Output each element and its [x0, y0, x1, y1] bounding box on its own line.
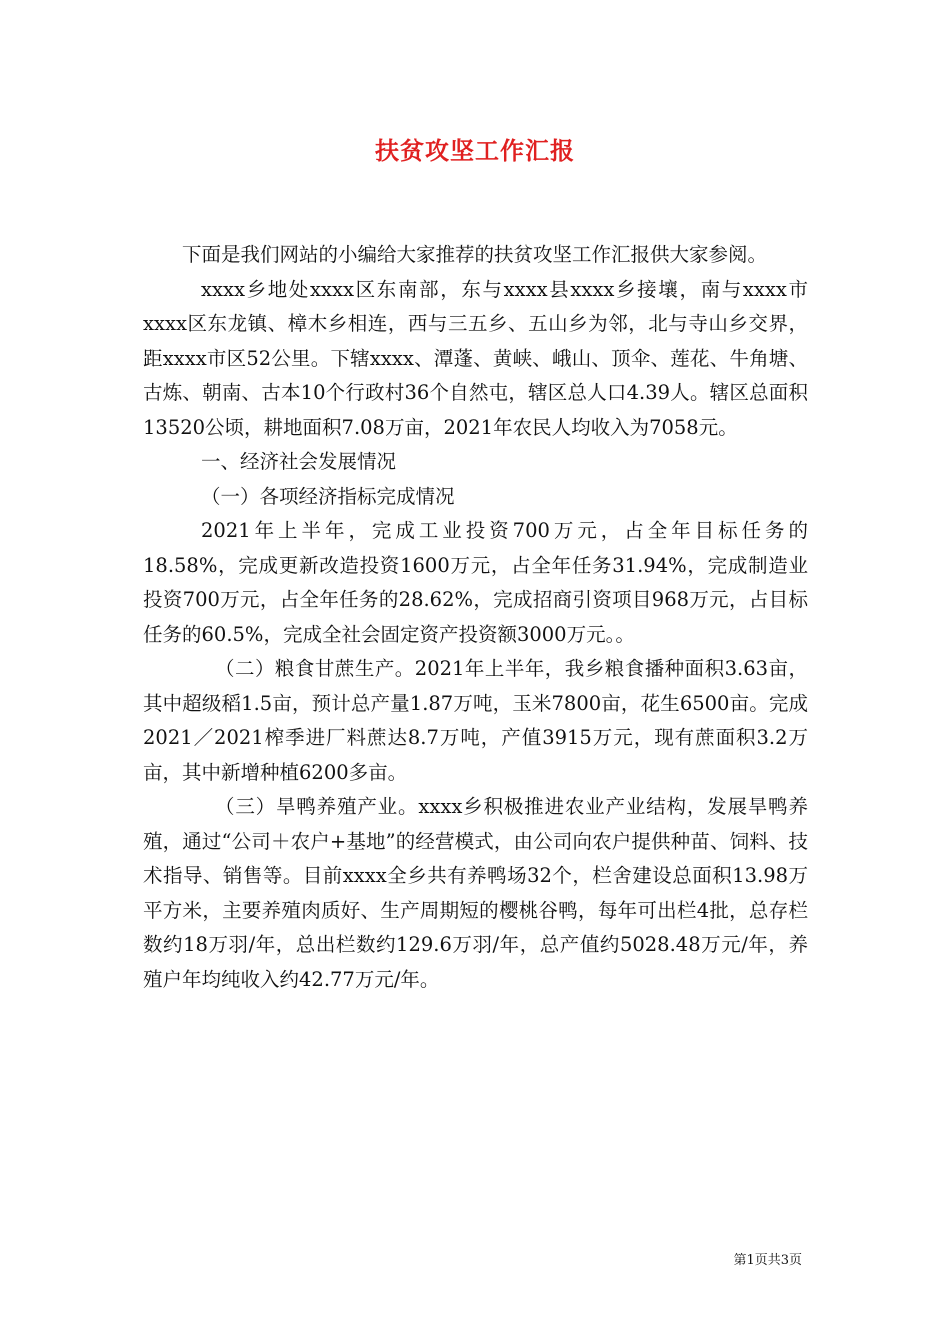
- document-title: 扶贫攻坚工作汇报: [375, 136, 575, 165]
- subsection-heading-1: （一）各项经济指标完成情况: [201, 484, 455, 508]
- document-body: [143, 238, 808, 997]
- overview-paragraph: xxxx乡地处xxxx区东南部，东与xxxx县xxxx乡接壤，南与xxxx市xxxx区东龙镇、樟木乡相连，西与三五乡、五山乡为邻，北与寺山乡交界，距xxxx市区52公里。下辖xxxx、潭蓬、黄峡、峨山、顶伞、莲花、牛角塘、古炼、朝南、古本10个行政村36个自然屯，辖区总人口4.39人。辖区总面积13520公顷，耕地面积7.08万亩，2021年农民人均收入为7058元。: [143, 277, 808, 439]
- page-number: 第1页共3页: [733, 1253, 802, 1268]
- grain-sugarcane-paragraph: （二）粮食甘蔗生产。2021年上半年，我乡粮食播种面积3.63亩，其中超级稻1.5亩，预计总产量1.87万吨，玉米7800亩，花生6500亩。完成2021／2021榨季进厂料蔗达8.7万吨，产值3915万元，现有蔗面积3.2万亩，其中新增种植6200多亩。: [143, 657, 808, 784]
- intro-paragraph: 下面是我们网站的小编给大家推荐的扶贫攻坚工作汇报供大家参阅。: [182, 243, 768, 266]
- economic-indicators-paragraph: 2021年上半年，完成工业投资700万元，占全年目标任务的18.58%，完成更新改造投资1600万元，占全年任务31.94%，完成制造业投资700万元，占全年任务的28.62%，完成招商引资项目968万元，占目标任务的60.5%，完成全社会固定资产投资额3000万元。。: [143, 519, 808, 646]
- duck-farming-paragraph: （三）旱鸭养殖产业。xxxx乡积极推进农业产业结构，发展旱鸭养殖，通过“公司＋农户+基地”的经营模式，由公司向农户提供种苗、饲料、技术指导、销售等。目前xxxx全乡共有养鸭场32个，栏舍建设总面积13.98万平方米，主要养殖肉质好、生产周期短的樱桃谷鸭，每年可出栏4批，总存栏数约18万羽/年，总出栏数约129.6万羽/年，总产值约5028.48万元/年，养殖户年均纯收入约42.77万元/年。: [143, 795, 808, 991]
- section-heading-1: 一、经济社会发展情况: [201, 450, 397, 473]
